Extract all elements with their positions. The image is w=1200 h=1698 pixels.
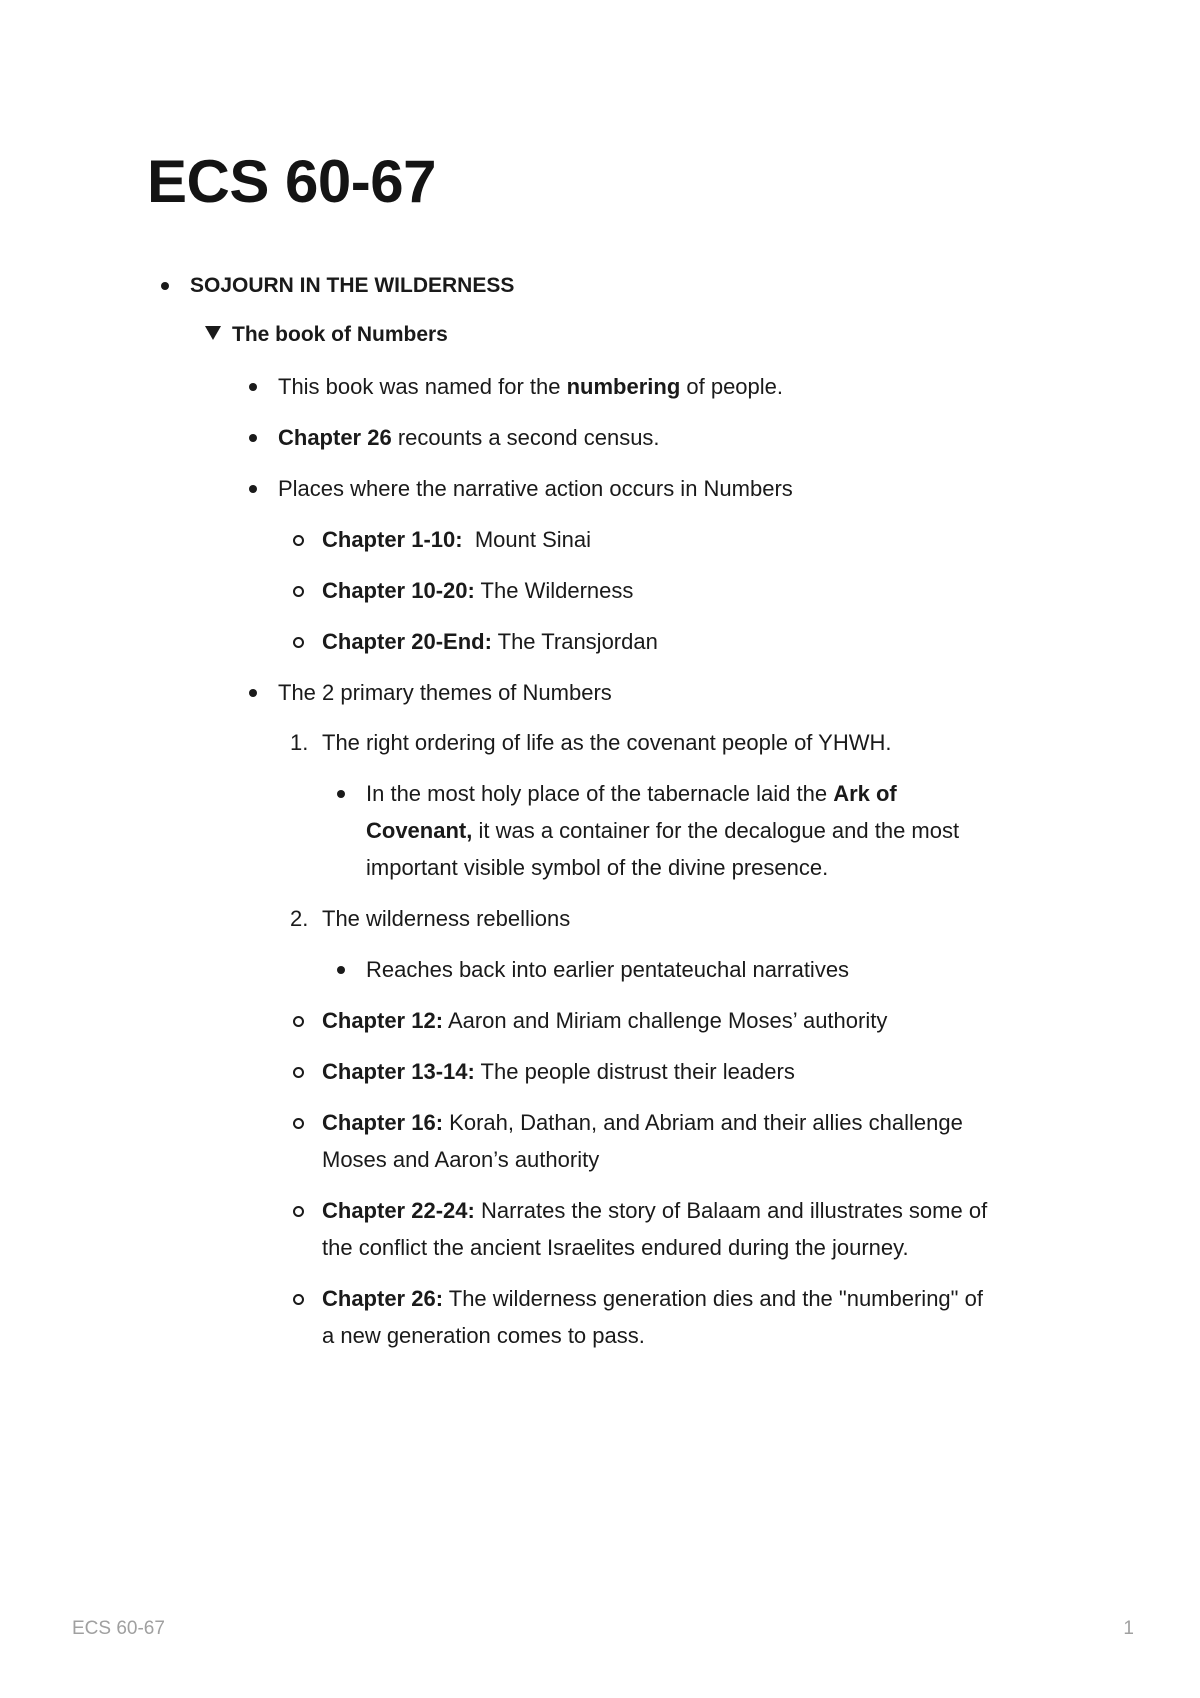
hollow-bullet-icon <box>293 586 304 597</box>
item-text: Aaron and Miriam challenge Moses’ authority <box>443 1008 888 1033</box>
list-item-named <box>278 368 783 405</box>
list-number: 1. <box>290 730 309 755</box>
hollow-bullet-icon <box>293 1067 304 1078</box>
hollow-bullet-icon <box>293 1294 304 1305</box>
bullet-icon <box>249 383 257 391</box>
list-item-rebellion <box>322 1002 887 1039</box>
item-bold: Chapter 10-20: <box>322 578 475 603</box>
bullet-icon <box>337 790 345 798</box>
item-text: of people. <box>680 374 784 399</box>
hollow-bullet-icon <box>293 637 304 648</box>
item-bold: Covenant, <box>366 818 473 843</box>
item-bold: numbering <box>566 374 681 399</box>
item-text: Korah, Dathan, and Abriam and their allies challenge <box>443 1110 963 1135</box>
theme-1-detail-line-2 <box>366 812 959 849</box>
item-text: The Wilderness <box>474 578 634 603</box>
list-item-rebellion <box>322 1104 963 1141</box>
hollow-bullet-icon <box>293 1016 304 1027</box>
list-item-place <box>322 623 658 660</box>
item-text: The people distrust their leaders <box>474 1059 795 1084</box>
bullet-icon <box>337 966 345 974</box>
list-item-rebellion <box>322 1053 795 1090</box>
list-item-rebellion <box>322 1192 987 1229</box>
list-item-place <box>322 572 633 609</box>
item-text: This book was named for the <box>278 374 567 399</box>
list-item-rebellion-cont: Moses and Aaron’s authority <box>322 1147 600 1172</box>
item-bold: Chapter 1-10: <box>322 527 463 552</box>
list-item-rebellion-cont: a new generation comes to pass. <box>322 1323 645 1348</box>
footer-title: ECS 60-67 <box>72 1618 165 1639</box>
hollow-bullet-icon <box>293 1206 304 1217</box>
bullet-icon <box>249 485 257 493</box>
theme-1-detail-line-1 <box>366 775 897 812</box>
item-text: recounts a second census. <box>391 425 660 450</box>
list-item-place <box>322 521 591 558</box>
list-item-rebellion-cont: the conflict the ancient Israelites endured during the journey. <box>322 1235 909 1260</box>
item-text: it was a container for the decalogue and the most <box>472 818 960 843</box>
item-text: Mount Sinai <box>462 527 591 552</box>
bullet-icon <box>161 282 169 290</box>
item-text: Narrates the story of Balaam and illustrates some of <box>474 1198 988 1223</box>
page-title: ECS 60-67 <box>147 148 436 215</box>
toggle-triangle-icon[interactable] <box>205 326 221 340</box>
item-bold: Chapter 26: <box>322 1286 444 1311</box>
item-bold: Chapter 13-14: <box>322 1059 475 1084</box>
list-item-places: Places where the narrative action occurs in Numbers <box>278 476 793 501</box>
item-bold: Chapter 26 <box>278 425 392 450</box>
item-bold: Chapter 16: <box>322 1110 444 1135</box>
list-item-theme-1: The right ordering of life as the covenant people of YHWH. <box>322 730 892 755</box>
hollow-bullet-icon <box>293 535 304 546</box>
page-number: 1 <box>1123 1618 1134 1639</box>
bullet-icon <box>249 434 257 442</box>
item-bold: Chapter 20-End: <box>322 629 492 654</box>
list-item-rebellion <box>322 1280 983 1317</box>
list-item-themes: The 2 primary themes of Numbers <box>278 680 612 705</box>
item-text: The wilderness generation dies and the "numbering" of <box>443 1286 983 1311</box>
item-bold: Chapter 12: <box>322 1008 444 1033</box>
list-number: 2. <box>290 906 309 931</box>
item-text: In the most holy place of the tabernacle laid the <box>366 781 834 806</box>
list-item-census <box>278 419 660 456</box>
list-item-theme-2: The wilderness rebellions <box>322 906 571 931</box>
item-bold: Ark of <box>833 781 897 806</box>
hollow-bullet-icon <box>293 1118 304 1129</box>
theme-1-detail-line-3: important visible symbol of the divine presence. <box>366 855 829 880</box>
item-text: The Transjordan <box>491 629 658 654</box>
bullet-icon <box>249 689 257 697</box>
theme-2-detail: Reaches back into earlier pentateuchal narratives <box>366 957 850 982</box>
item-bold: Chapter 22-24: <box>322 1198 475 1223</box>
section-heading: SOJOURN IN THE WILDERNESS <box>190 274 515 297</box>
toggle-heading[interactable]: The book of Numbers <box>232 323 448 346</box>
